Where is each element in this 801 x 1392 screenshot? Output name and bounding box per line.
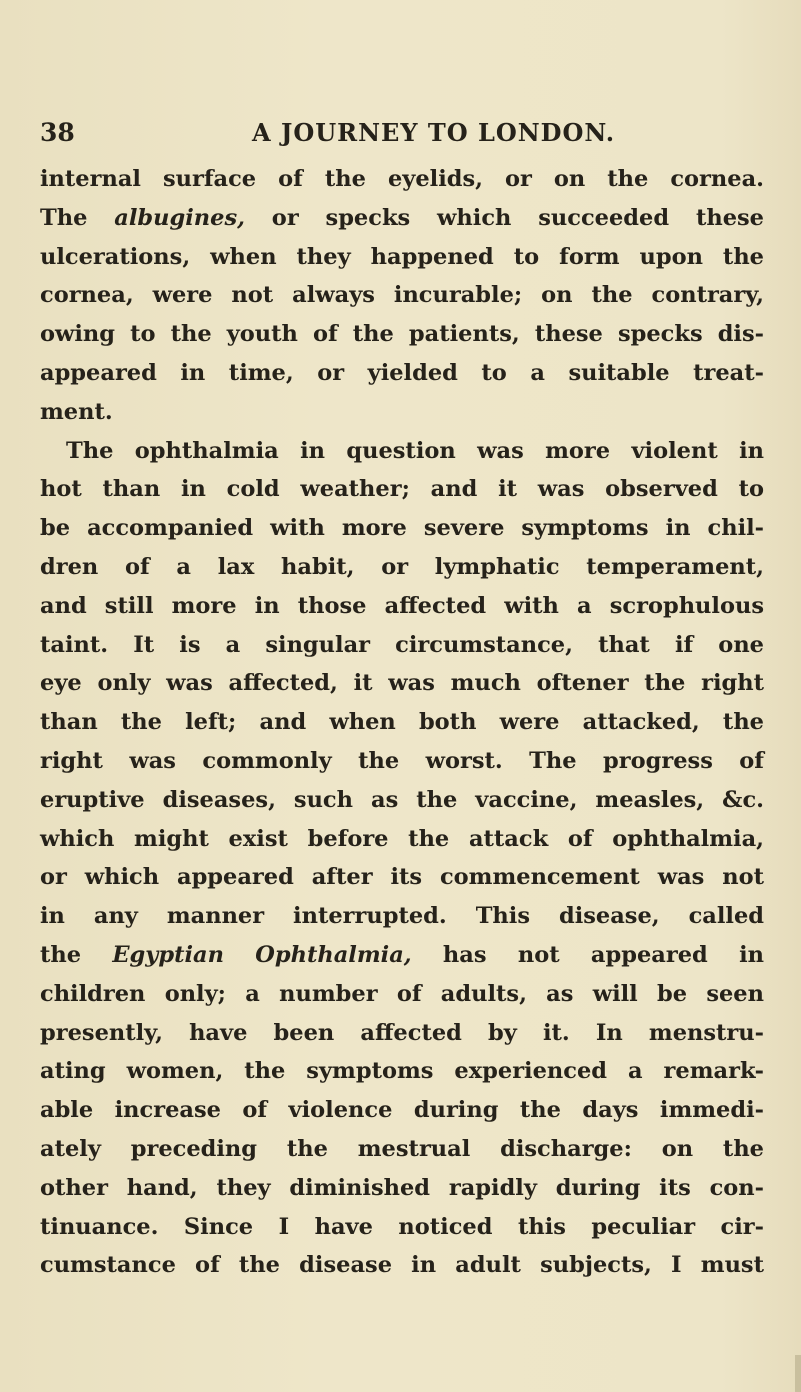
text-line: internal surface of the eyelids, or on the cornea.	[40, 166, 764, 192]
text-line: tinuance. Since I have noticed this peculiar cir-	[40, 1213, 764, 1240]
text-line: children only; a number of adults, as will be seen	[40, 980, 764, 1007]
text-line: in any manner interrupted. This disease, called	[40, 903, 764, 930]
text-line: The ophthalmia in question was more violent in	[66, 437, 764, 464]
text-line: eye only was affected, it was much oftener the right	[40, 670, 764, 697]
text-line: right was commonly the worst. The progress of	[40, 747, 764, 774]
text-line: presently, have been affected by it. In menstru-	[40, 1019, 764, 1046]
text-line: cornea, were not always incurable; on the contrary,	[40, 282, 764, 309]
text-line: The albugines, or specks which succeeded these	[40, 204, 764, 231]
page-number: 38	[40, 118, 75, 147]
body-text	[40, 160, 764, 1285]
text-line: ment.	[40, 398, 113, 425]
page-edge	[795, 1355, 801, 1392]
text-line: ately preceding the mestrual discharge: on the	[40, 1135, 764, 1162]
text-line: taint. It is a singular circumstance, that if one	[40, 631, 764, 658]
text-line: which might exist before the attack of ophthalmia,	[40, 825, 764, 852]
text-line: other hand, they diminished rapidly during its con-	[40, 1174, 764, 1201]
text-line: cumstance of the disease in adult subjects, I must	[40, 1252, 764, 1279]
text-line: and still more in those affected with a scrophulous	[40, 592, 764, 619]
text-line: ulcerations, when they happened to form upon the	[40, 243, 764, 270]
text-line: able increase of violence during the days immedi-	[40, 1097, 764, 1124]
text-line: the Egyptian Ophthalmia, has not appeared in	[40, 941, 764, 968]
text-line: appeared in time, or yielded to a suitable treat-	[40, 359, 764, 386]
page-header	[40, 118, 760, 150]
text-line: ating women, the symptoms experienced a remark-	[40, 1058, 764, 1085]
text-line: or which appeared after its commencement was not	[40, 864, 764, 891]
running-title: A JOURNEY TO LONDON.	[252, 118, 616, 147]
text-line: dren of a lax habit, or lymphatic temperament,	[40, 553, 764, 580]
text-line: owing to the youth of the patients, these specks dis-	[40, 321, 764, 348]
text-line: than the left; and when both were attacked, the	[40, 709, 764, 736]
text-line: be accompanied with more severe symptoms in chil-	[40, 515, 764, 542]
text-line: hot than in cold weather; and it was observed to	[40, 476, 764, 503]
text-line: eruptive diseases, such as the vaccine, measles, &c.	[40, 786, 764, 813]
